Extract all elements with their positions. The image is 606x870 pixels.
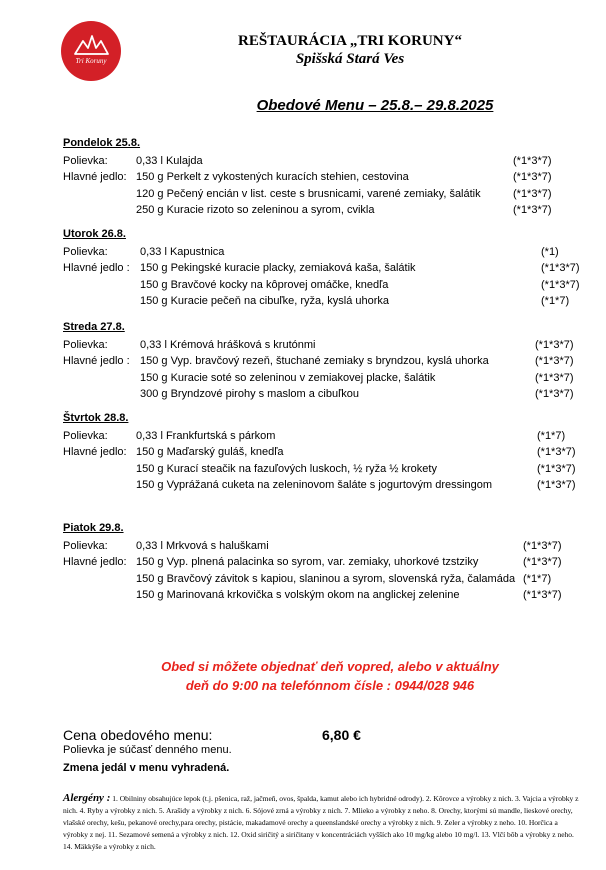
dish-text: 150 g Pekingské kuracie placky, zemiaková kaša, šalátik bbox=[140, 262, 416, 275]
main-dish-row bbox=[63, 370, 583, 386]
main-dish-row bbox=[63, 169, 583, 185]
restaurant-logo bbox=[61, 21, 121, 81]
allergen-codes: (*1*3*7) bbox=[513, 203, 552, 216]
dish-text: 300 g Bryndzové pirohy s maslom a cibuľkou bbox=[140, 387, 360, 400]
allergen-codes: (*1*7) bbox=[523, 572, 552, 585]
order-notice-line-1: Obed si môžete objednať deň vopred, alebo v aktuálny bbox=[161, 659, 499, 674]
allergens-text: 1. Obilniny obsahujúce lepok (t.j. pšenica, raž, jačmeň, ovos, špalda, kamut alebo ich hybridné odrody). 2. Kôrovce a výrobky z nich. 3. Vajcia a výrobky z nich. 4. Ryby a výrobky z nich. 5. Arašidy a výrobky z nich. 6. Sójové zrná a výrobky z nich. 7. Mlieko a výrobky z neho. 8. Orechy, ktorými sú mandle, lieskové orechy, vlašské orechy, kešu, pekanové orechy,para orechy, pistácie, makadamové orechy a queenslandské orechy a výrobky z nich. 9. Zeler a výrobky z neho. 10. Horčica a výrobky z nej. 11. Sezamové semená a výrobky z nich. 12. Oxid siričitý a siričitany v koncentráciách vyšších ako 10 mg/kg alebo 10 mg/l. 13. Vlčí bôb a výrobky z neho. 14. Mäkkýše a výrobky z nich. bbox=[63, 794, 579, 851]
crown-mountains-icon bbox=[61, 21, 121, 81]
main-dish-row bbox=[63, 277, 583, 293]
main-dish-row bbox=[63, 293, 583, 309]
allergen-codes: (*1*3*7) bbox=[535, 355, 574, 368]
main-dish-row bbox=[63, 202, 583, 218]
dish-text: 150 g Vyp. bravčový rezeň, štuchané zemiaky s bryndzou, kyslá uhorka bbox=[140, 355, 489, 368]
day-title: Piatok 29.8. bbox=[63, 522, 124, 534]
main-dish-row bbox=[63, 353, 583, 369]
allergen-codes: (*1*3*7) bbox=[523, 588, 562, 601]
dish-text: 0,33 l Mrkvová s haluškami bbox=[136, 540, 269, 552]
dish-text: 250 g Kuracie rizoto so zeleninou a syrom, cvikla bbox=[136, 203, 375, 216]
allergen-codes: (*1*3*7) bbox=[535, 339, 574, 351]
main-dish-row bbox=[63, 571, 583, 587]
row-label: Polievka: bbox=[63, 430, 108, 442]
soup-row bbox=[63, 337, 583, 353]
allergen-codes: (*1*3*7) bbox=[541, 278, 580, 291]
allergens-block bbox=[63, 792, 583, 853]
dish-text: 150 g Perkelt z vykostených kuracích stehien, cestovina bbox=[136, 171, 409, 184]
row-label: Polievka: bbox=[63, 339, 108, 351]
restaurant-town: Spišská Stará Ves bbox=[295, 51, 405, 67]
allergen-codes: (*1*7) bbox=[541, 294, 570, 307]
row-label: Polievka: bbox=[63, 246, 108, 258]
soup-row bbox=[63, 153, 583, 169]
allergen-codes: (*1*3*7) bbox=[513, 187, 552, 200]
row-label: Hlavné jedlo : bbox=[63, 262, 130, 275]
allergens-heading: Alergény : bbox=[63, 792, 111, 804]
main-dish-row bbox=[63, 461, 583, 477]
dish-text: 150 g Vyp. plnená palacinka so syrom, var. zemiaky, uhorkové tzstziky bbox=[136, 556, 479, 569]
allergen-codes: (*1*3*7) bbox=[541, 262, 580, 275]
row-label: Hlavné jedlo: bbox=[63, 171, 127, 184]
dish-text: 150 g Vyprážaná cuketa na zeleninovom šaláte s jogurtovým dressingom bbox=[136, 478, 493, 491]
day-title: Streda 27.8. bbox=[63, 321, 125, 333]
allergen-codes: (*1*3*7) bbox=[537, 446, 576, 459]
allergen-codes: (*1*3*7) bbox=[523, 556, 562, 569]
day-title: Pondelok 25.8. bbox=[63, 137, 141, 149]
allergen-codes: (*1*3*7) bbox=[537, 478, 576, 491]
dish-text: 150 g Kurací steačik na fazuľových luskoch, ½ ryža ½ krokety bbox=[136, 462, 437, 475]
allergen-codes: (*1*3*7) bbox=[537, 462, 576, 475]
row-label: Hlavné jedlo : bbox=[63, 355, 130, 368]
dish-text: 150 g Bravčový závitok s kapiou, slaninou a syrom, slovenská ryža, čalamáda bbox=[136, 572, 516, 585]
restaurant-name: REŠTAURÁCIA „TRI KORUNY“ bbox=[238, 33, 462, 49]
dish-text: 150 g Marinovaná krkovička s volským okom na anglickej zelenine bbox=[136, 588, 460, 601]
soup-row bbox=[63, 538, 583, 554]
allergen-codes: (*1*3*7) bbox=[535, 371, 574, 384]
allergen-codes: (*1*3*7) bbox=[513, 155, 552, 167]
allergen-codes: (*1) bbox=[541, 246, 559, 258]
menu-title: Obedové Menu – 25.8.– 29.8.2025 bbox=[256, 97, 494, 114]
main-dish-row bbox=[63, 587, 583, 603]
order-notice-line-2: deň do 9:00 na telefónnom čísle : 0944/028 946 bbox=[185, 678, 475, 693]
day-title: Utorok 26.8. bbox=[63, 228, 126, 240]
dish-text: 150 g Kuracie soté so zeleninou v zemiakovej placke, šalátik bbox=[140, 371, 436, 384]
dish-text: 150 g Bravčové kocky na kôprovej omáčke, knedľa bbox=[140, 278, 389, 291]
dish-text: 0,33 l Kulajda bbox=[136, 155, 203, 167]
row-label: Polievka: bbox=[63, 540, 108, 552]
row-label: Polievka: bbox=[63, 155, 108, 167]
row-label: Hlavné jedlo: bbox=[63, 446, 127, 459]
price-note: Polievka je súčasť denného menu. bbox=[63, 744, 232, 756]
change-note: Zmena jedál v menu vyhradená. bbox=[63, 762, 230, 774]
main-dish-row bbox=[63, 186, 583, 202]
soup-row bbox=[63, 428, 583, 444]
allergen-codes: (*1*3*7) bbox=[513, 171, 552, 184]
dish-text: 0,33 l Frankfurtská s párkom bbox=[136, 430, 276, 442]
dish-text: 0,33 l Kapustnica bbox=[140, 246, 225, 258]
logo-text: Tri Koruny bbox=[75, 57, 107, 65]
day-title: Štvrtok 28.8. bbox=[63, 412, 129, 424]
allergen-codes: (*1*7) bbox=[537, 430, 566, 442]
price-value: 6,80 € bbox=[322, 727, 361, 743]
allergen-codes: (*1*3*7) bbox=[523, 540, 562, 552]
dish-text: 0,33 l Krémová hrášková s krutónmi bbox=[140, 339, 316, 351]
main-dish-row bbox=[63, 386, 583, 402]
main-dish-row bbox=[63, 260, 583, 276]
main-dish-row bbox=[63, 444, 583, 460]
dish-text: 150 g Kuracie pečeň na cibuľke, ryža, kyslá uhorka bbox=[140, 294, 390, 307]
dish-text: 120 g Pečený encián v list. ceste s brusnicami, varené zemiaky, šalátik bbox=[136, 187, 481, 200]
main-dish-row bbox=[63, 554, 583, 570]
soup-row bbox=[63, 244, 583, 260]
row-label: Hlavné jedlo: bbox=[63, 556, 127, 569]
dish-text: 150 g Maďarský guláš, knedľa bbox=[136, 446, 284, 459]
price-label: Cena obedového menu: bbox=[63, 727, 213, 743]
allergen-codes: (*1*3*7) bbox=[535, 387, 574, 400]
main-dish-row bbox=[63, 477, 583, 493]
